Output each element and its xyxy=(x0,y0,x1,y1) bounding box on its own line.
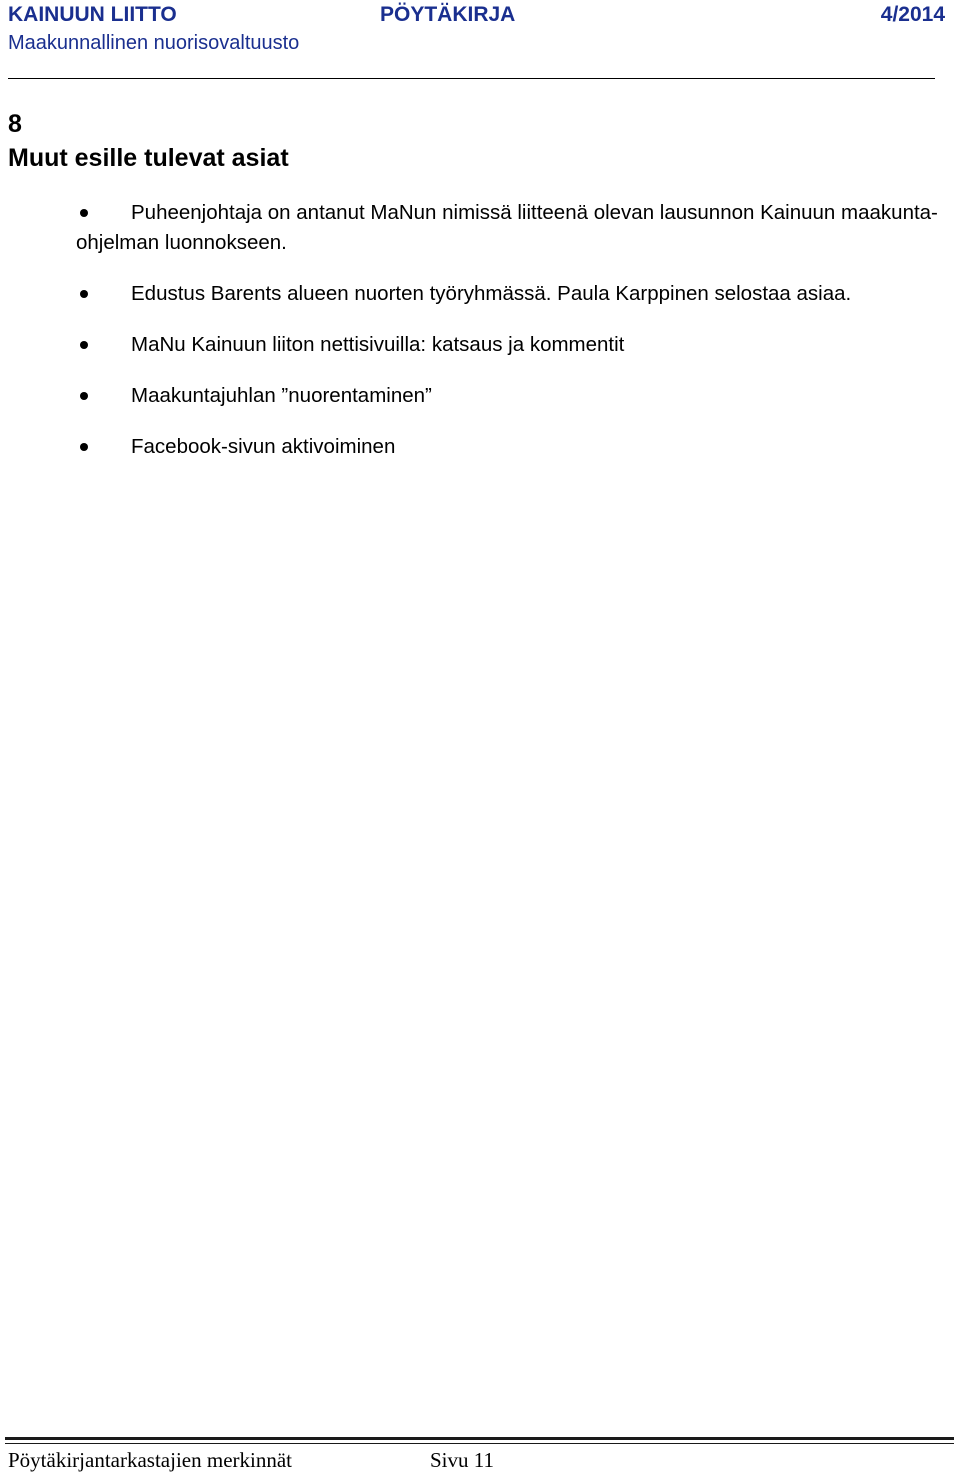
footer-reviewer-notes: Pöytäkirjantarkastajien merkinnät xyxy=(8,1448,292,1472)
list-item xyxy=(76,381,946,411)
bullet-icon xyxy=(80,290,88,298)
footer-divider-thin xyxy=(5,1443,954,1444)
agenda-item-list xyxy=(76,198,946,483)
list-item xyxy=(76,330,946,360)
list-item-text: Maakuntajuhlan ”nuorentaminen” xyxy=(131,384,432,407)
section-title: Muut esille tulevat asiat xyxy=(8,144,289,172)
list-item-text: Puheenjohtaja on antanut MaNun nimissä liitteenä olevan lausunnon Kainuun maakunta-ohjelman luonnokseen. xyxy=(76,201,938,254)
document-type: PÖYTÄKIRJA xyxy=(380,3,516,26)
list-item-text: Facebook-sivun aktivoiminen xyxy=(131,435,396,458)
list-item xyxy=(76,198,946,258)
list-item xyxy=(76,432,946,462)
organization-name: KAINUUN LIITTO xyxy=(8,3,177,26)
list-item-text: Edustus Barents alueen nuorten työryhmässä. Paula Karppinen selostaa asiaa. xyxy=(131,282,852,305)
bullet-icon xyxy=(80,209,88,217)
bullet-icon xyxy=(80,443,88,451)
footer-page-number: Sivu 11 xyxy=(430,1448,494,1472)
document-subtitle: Maakunnallinen nuorisovaltuusto xyxy=(8,32,300,54)
document-number: 4/2014 xyxy=(880,3,945,26)
footer-divider-thick xyxy=(5,1437,954,1440)
bullet-icon xyxy=(80,341,88,349)
list-item xyxy=(76,279,946,309)
list-item-text: MaNu Kainuun liiton nettisivuilla: katsaus ja kommentit xyxy=(131,333,625,356)
document-header xyxy=(8,3,945,29)
section-number: 8 xyxy=(8,110,22,138)
header-divider xyxy=(8,78,935,79)
bullet-icon xyxy=(80,392,88,400)
